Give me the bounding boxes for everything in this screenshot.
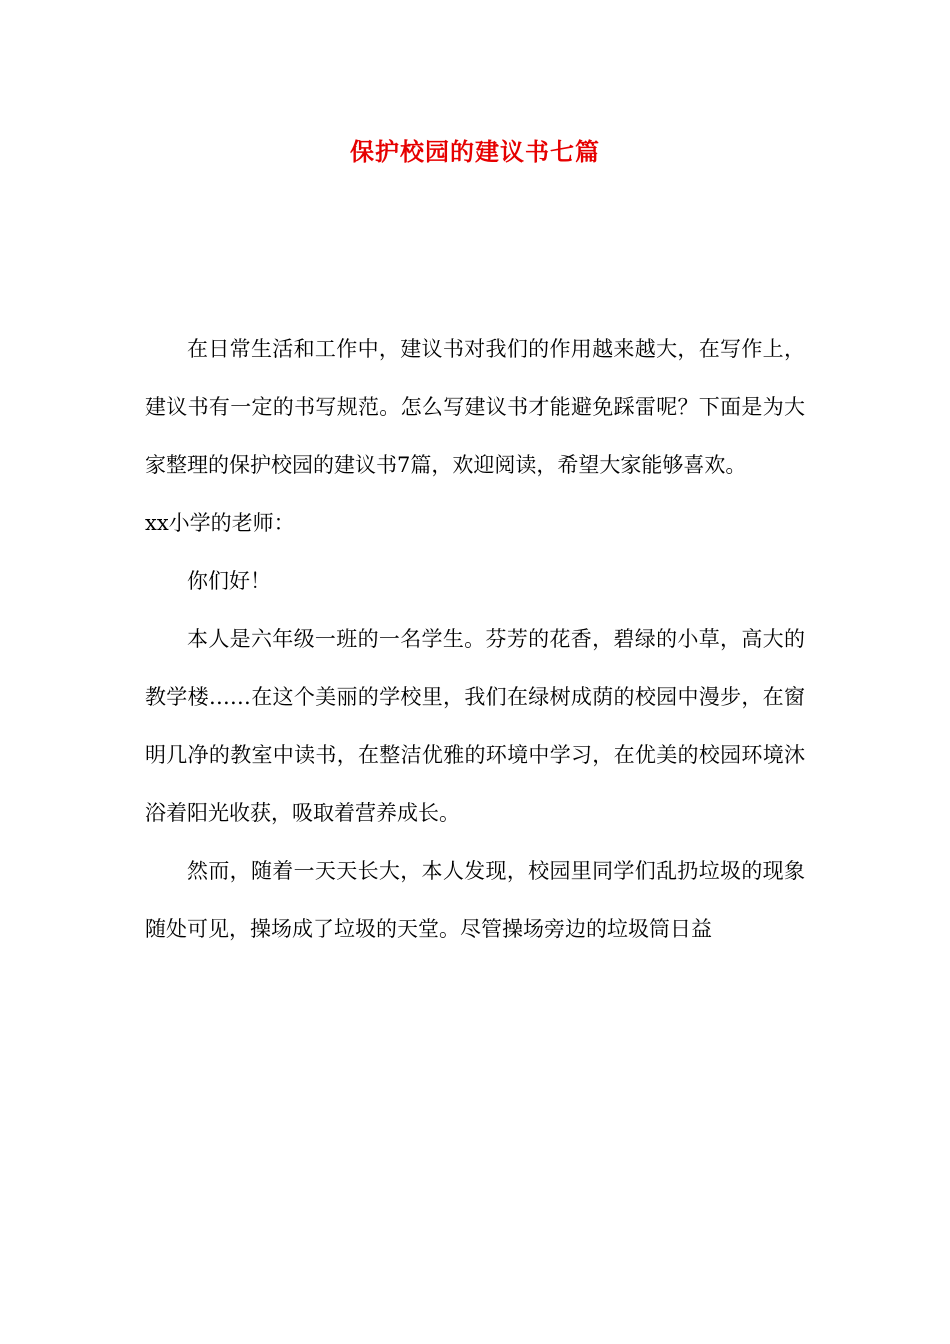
body-paragraph-2: 然而，随着一天天长大，本人发现，校园里同学们乱扔垃圾的现象随处可见，操场成了垃圾的天堂。尽管操场旁边的垃圾筒日益 <box>145 859 805 941</box>
intro-paragraph: 在日常生活和工作中，建议书对我们的作用越来越大，在写作上，建议书有一定的书写规范。怎么写建议书才能避免踩雷呢？下面是为大家整理的保护校园的建议书7篇，欢迎阅读，希望大家能够喜欢。 <box>145 337 805 477</box>
document-body <box>145 320 805 958</box>
document-title: 保护校园的建议书七篇 <box>350 137 600 166</box>
salutation: xx小学的老师： <box>145 511 295 535</box>
greeting: 你们好！ <box>187 569 271 593</box>
body-paragraph-1: 本人是六年级一班的一名学生。芬芳的花香，碧绿的小草，高大的教学楼……在这个美丽的学校里，我们在绿树成荫的校园中漫步，在窗明几净的教室中读书，在整洁优雅的环境中学习，在优美的校园环境沐浴着阳光收获，吸取着营养成长。 <box>145 627 805 825</box>
